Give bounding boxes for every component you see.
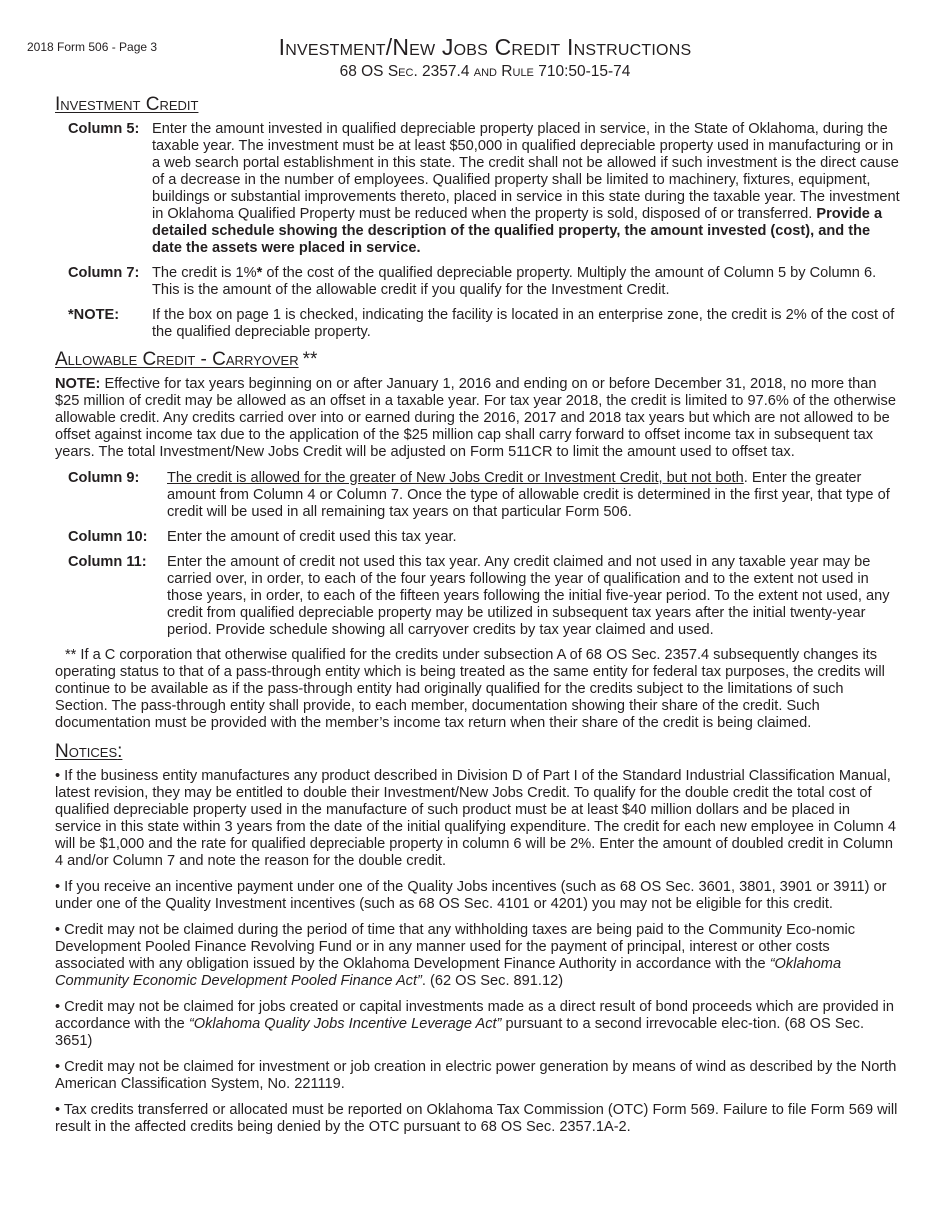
- note-label: *NOTE:: [68, 307, 120, 323]
- enterprise-zone-note: [68, 307, 900, 341]
- notice-form-569: • Tax credits transferred or allocated must be reported on Oklahoma Tax Commission (OTC) Form 569. Failure to file Form 569 will result in the affected credits being denied by the OTC pursuant to 68 OS Sec. 2357.1A-2.: [55, 1102, 898, 1135]
- allowable-credit-heading: Allowable Credit - Carryover **: [55, 349, 318, 370]
- column-10-label: Column 10:: [68, 529, 148, 545]
- column-10-instruction: [68, 529, 900, 546]
- column-11-text: Enter the amount of credit not used this tax year. Any credit claimed and not used in any taxable year may be carried over, in order, to each of the four years following the year of qualification and to the extent not used in those years, in order, to each of the fifteen years following the initial five-year period. To the extent not used, any credit from qualified depreciable property may be utilized in subsequent tax years after the initial twenty-year period. Provide schedule showing all carryover credits by tax year claimed and used.: [167, 554, 890, 638]
- column-9-label: Column 9:: [68, 470, 140, 486]
- carryover-note: NOTE: Effective for tax years beginning on or after January 1, 2016 and ending on or before December 31, 2018, no more than $25 million of credit may be allowed as an offset in a taxable year. For tax year 2018, the credit is limited to 97.6% of the otherwise allowable credit. Any credits carried over into or earned during the 2016, 2017 and 2018 tax years but which are not allowed to be offset against income tax due to the application of the $25 million cap shall carry forward to offset income tax in subsequent tax years. The total Investment/New Jobs Credit will be adjusted on Form 511CR to limit the amount used to offset tax.: [55, 376, 896, 460]
- page-title: Investment/New Jobs Credit Instructions: [278, 34, 692, 60]
- column-10-text: Enter the amount of credit used this tax year.: [167, 529, 457, 545]
- note-text: If the box on page 1 is checked, indicating the facility is located in an enterprise zone, the credit is 2% of the cost of the qualified depreciable property.: [152, 307, 895, 340]
- notice-quality-jobs: • If you receive an incentive payment under one of the Quality Jobs incentives (such as 68 OS Sec. 3601, 3801, 3901 or 3911) or under one of the Quality Investment incentives (such as 68 OS Sec. 4101 or 4201) you may not be eligible for this credit.: [55, 879, 887, 912]
- column-5-text: Enter the amount invested in qualified depreciable property placed in service, in the State of Oklahoma, during the taxable year. The investment must be at least $50,000 in qualified depreciable property used in manufacturing or in a web search portal establishment in this state. The credit shall not be allowed if such investment is the direct cause of a decrease in the number of employees. Qualified property shall be limited to machinery, fixtures, equipment, buildings or substantial improvements thereto, placed in service in this state during the taxable year. The investment in Oklahoma Qualified Property must be reduced when the property is sold, disposed of or transferred. Provide a detailed schedule showing the description of the qualified property, the amount invested (cost), and the date the assets were placed in service.: [152, 121, 900, 256]
- instructions-body: [55, 94, 900, 1145]
- page-subtitle: 68 OS Sec. 2357.4 and Rule 710:50-15-74: [339, 63, 631, 80]
- notices-heading: Notices:: [55, 741, 123, 762]
- column-9-instruction: [68, 470, 900, 521]
- c-corporation-footnote: ** If a C corporation that otherwise qualified for the credits under subsection A of 68 OS Sec. 2357.4 subsequently changes its operating status to that of a pass-through entity which is being treated as the same entity for federal tax purposes, the credits will continue to be available as if the pass-through entity had originally qualified for the credits subject to the limitations of such Section. The pass-through entity shall provide, to each member, documentation showing their share of the credit. Such documentation must be provided with the member’s income tax return when their share of the credit is being claimed.: [55, 647, 885, 731]
- notice-bond-proceeds: • Credit may not be claimed for jobs created or capital investments made as a direct result of bond proceeds which are provided in accordance with the “Oklahoma Quality Jobs Incentive Leverage Act” pursuant to a second irrevocable elec-tion. (68 OS Sec. 3651): [55, 999, 894, 1049]
- form-page-label: 2018 Form 506 - Page 3: [27, 40, 158, 54]
- column-7-instruction: [68, 265, 900, 299]
- notice-wind-power: • Credit may not be claimed for investment or job creation in electric power generation by means of wind as described by the North American Classification System, No. 221119.: [55, 1059, 897, 1092]
- column-9-text: The credit is allowed for the greater of New Jobs Credit or Investment Credit, but not both. Enter the greater amount from Column 4 or Column 7. Once the type of allowable credit is determined in the first year, that type of credit will be used in all remaining tax years on that particular Form 506.: [167, 470, 890, 520]
- column-5-label: Column 5:: [68, 121, 140, 137]
- column-5-bold-text: Provide a detailed schedule showing the description of the qualified property, the amount invested (cost), and the date the assets were placed in service.: [152, 206, 883, 256]
- column-5-instruction: [68, 121, 900, 257]
- investment-credit-heading: Investment Credit: [55, 94, 199, 115]
- notice-double-credit: • If the business entity manufactures any product described in Division D of Part I of the Standard Industrial Classification Manual, latest revision, they may be entitled to double their Investment/New Jobs Credit. To qualify for the double credit the total cost of qualified depreciable property used in the manufacture of such product must be at least $40 million dollars and be placed in service in this state within 3 years from the date of the initial qualifying expenditure. The credit for each new employee in Column 4 will be $1,000 and the rate for qualified depreciable property in column 6 will be 2%. Enter the amount of doubled credit in Column 4 and/or Column 7 and note the reason for the double credit.: [55, 768, 896, 869]
- column-11-instruction: [68, 554, 900, 639]
- column-7-label: Column 7:: [68, 265, 140, 281]
- heading-footnote-marker: **: [302, 349, 318, 370]
- column-11-label: Column 11:: [68, 554, 147, 570]
- column-7-text: The credit is 1%* of the cost of the qualified depreciable property. Multiply the amount of Column 5 by Column 6. This is the amount of the allowable credit if you qualify for the Investment Credit.: [152, 265, 877, 298]
- notice-pooled-finance: • Credit may not be claimed during the period of time that any withholding taxes are being paid to the Community Eco-nomic Development Pooled Finance Revolving Fund or in any manner used for the payment of principal, interest or other costs associated with any obligation issued by the Oklahoma Development Finance Authority in accordance with the “Oklahoma Community Economic Development Pooled Finance Act”. (62 OS Sec. 891.12): [55, 922, 856, 989]
